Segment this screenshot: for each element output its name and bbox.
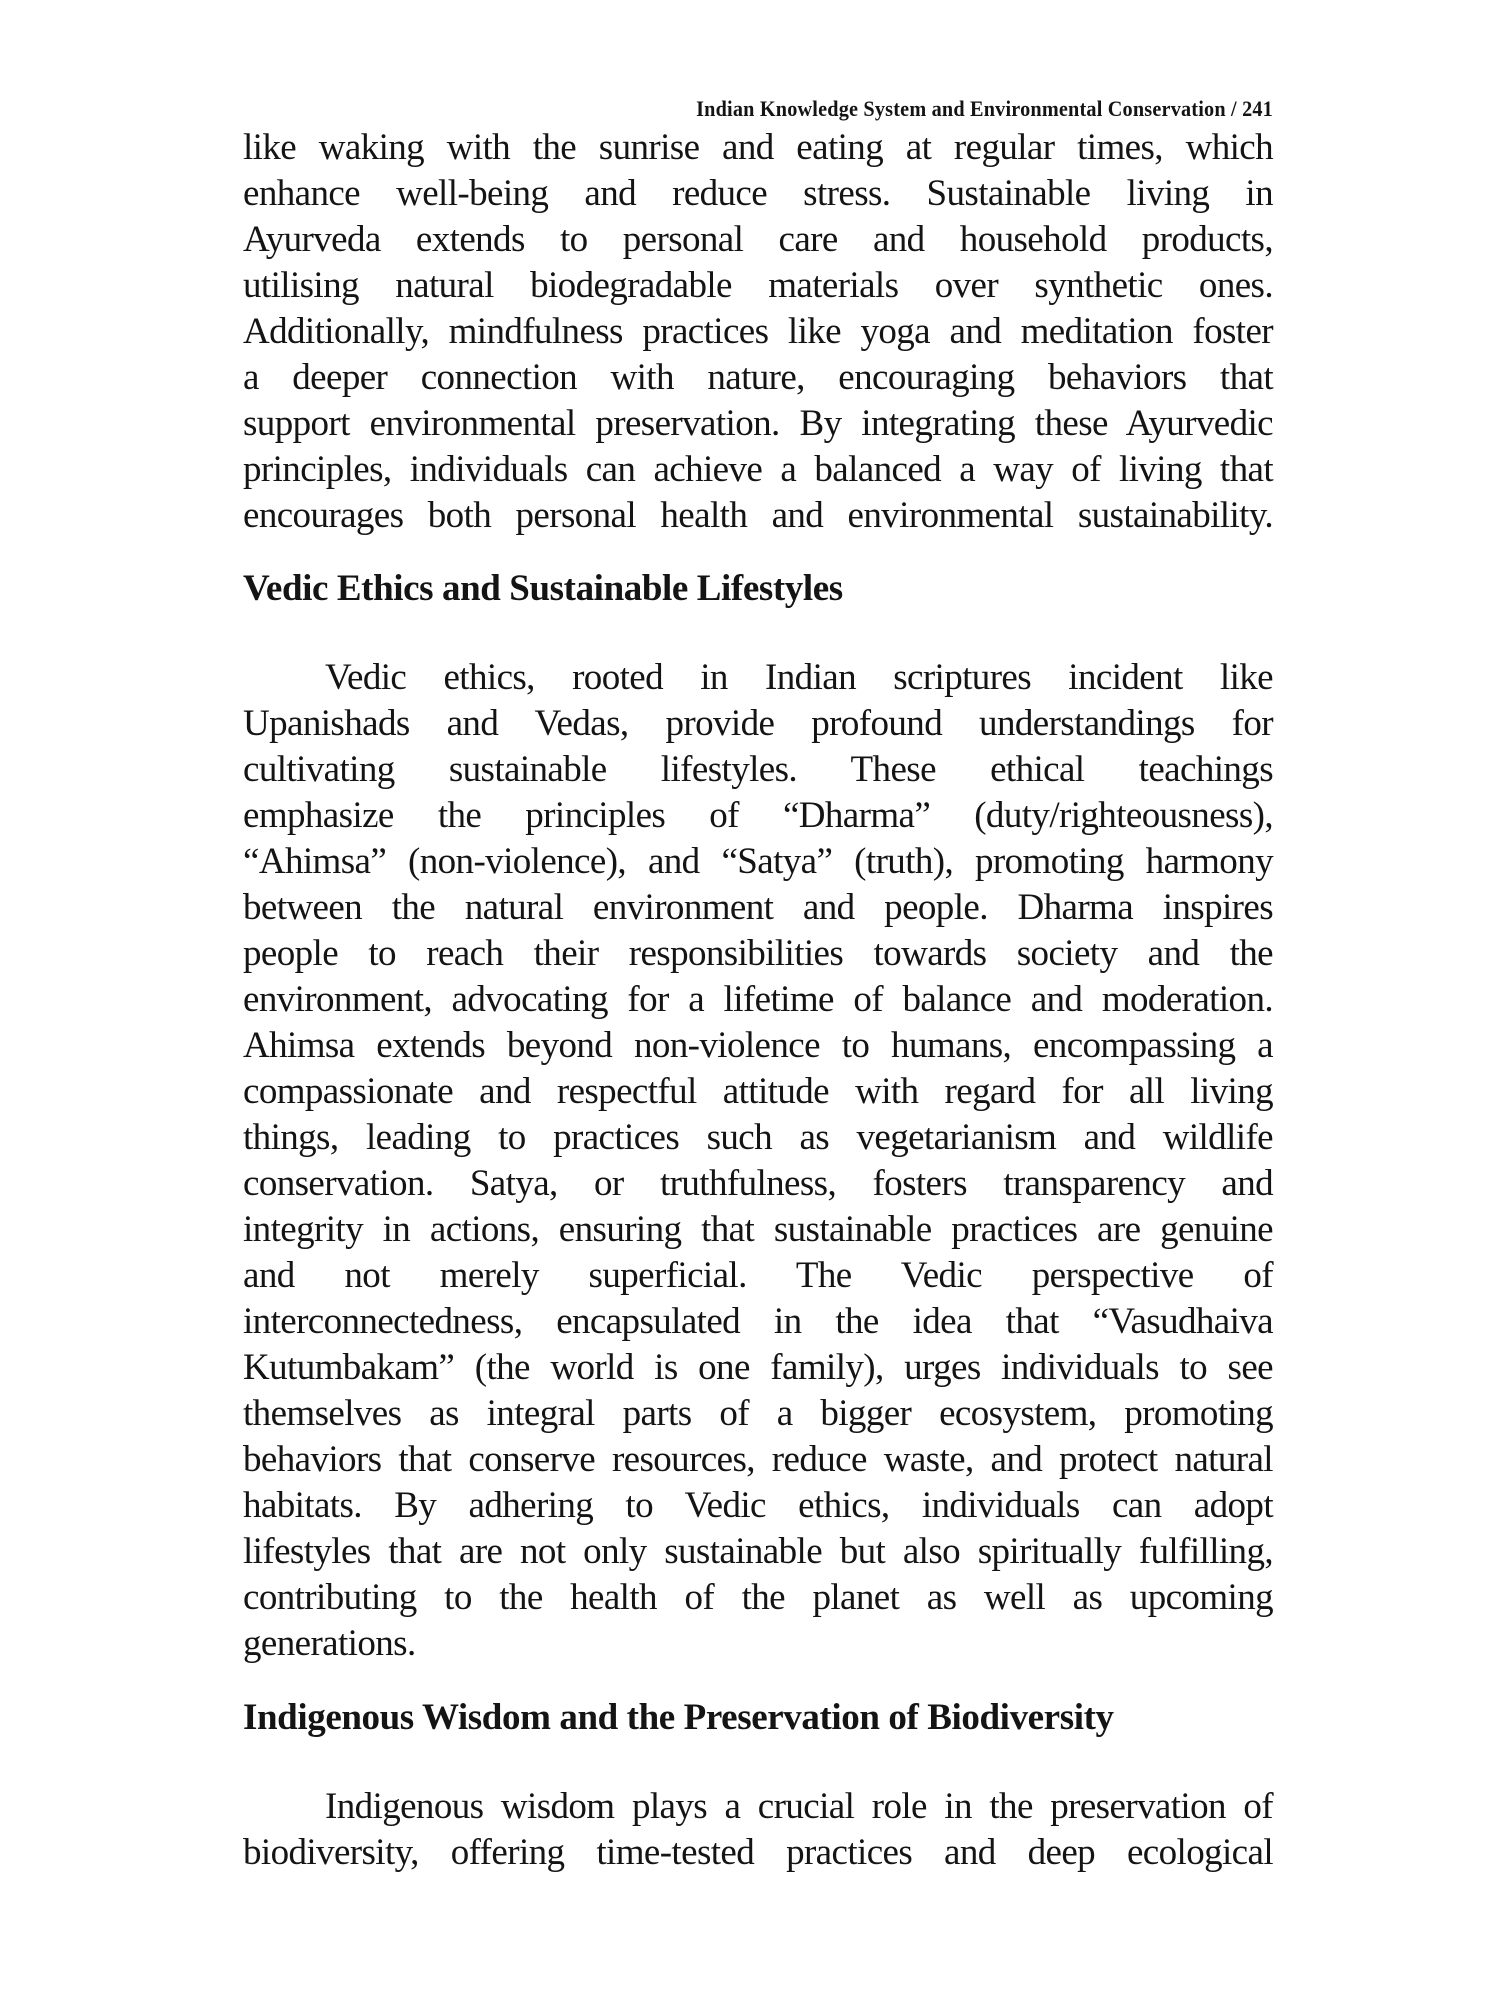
text-line: biodiversity, offering time-tested practices and deep ecological <box>243 1832 1273 1873</box>
text-line: like waking with the sunrise and eating at regular times, which <box>243 127 1273 168</box>
text-line: themselves as integral parts of a bigger ecosystem, promoting <box>243 1393 1273 1434</box>
text-line: interconnectedness, encapsulated in the idea that “Vasudhaiva <box>243 1301 1273 1342</box>
text-line: lifestyles that are not only sustainable but also spiritually fulfilling, <box>243 1531 1273 1572</box>
text-line: Ahimsa extends beyond non-violence to humans, encompassing a <box>243 1025 1273 1066</box>
text-line: principles, individuals can achieve a balanced a way of living that <box>243 449 1273 490</box>
text-line: Upanishads and Vedas, provide profound understandings for <box>243 703 1273 744</box>
text-line: contributing to the health of the planet as well as upcoming <box>243 1577 1273 1618</box>
text-line: people to reach their responsibilities towards society and the <box>243 933 1273 974</box>
text-line: Ayurveda extends to personal care and household products, <box>243 219 1273 260</box>
text-line: behaviors that conserve resources, reduce waste, and protect natural <box>243 1439 1273 1480</box>
text-line: utilising natural biodegradable materials over synthetic ones. <box>243 265 1273 306</box>
section-heading-vedic-ethics: Vedic Ethics and Sustainable Lifestyles <box>243 568 843 609</box>
text-line: emphasize the principles of “Dharma” (duty/righteousness), <box>243 795 1273 836</box>
running-header: Indian Knowledge System and Environmental Conservation / 241 <box>696 96 1273 121</box>
text-line: things, leading to practices such as vegetarianism and wildlife <box>243 1117 1273 1158</box>
text-line: environment, advocating for a lifetime of balance and moderation. <box>243 979 1273 1020</box>
text-line: cultivating sustainable lifestyles. These ethical teachings <box>243 749 1273 790</box>
text-line: a deeper connection with nature, encouraging behaviors that <box>243 357 1273 398</box>
text-line: habitats. By adhering to Vedic ethics, individuals can adopt <box>243 1485 1273 1526</box>
text-line: encourages both personal health and environmental sustainability. <box>243 495 1273 536</box>
text-line: compassionate and respectful attitude with regard for all living <box>243 1071 1273 1112</box>
text-line: conservation. Satya, or truthfulness, fosters transparency and <box>243 1163 1273 1204</box>
text-line: generations. <box>243 1623 416 1664</box>
text-line: between the natural environment and people. Dharma inspires <box>243 887 1273 928</box>
text-line: Indigenous wisdom plays a crucial role in the preservation of <box>325 1786 1273 1827</box>
text-line: Additionally, mindfulness practices like yoga and meditation foster <box>243 311 1273 352</box>
text-line: “Ahimsa” (non-violence), and “Satya” (truth), promoting harmony <box>243 841 1273 882</box>
text-line: Kutumbakam” (the world is one family), urges individuals to see <box>243 1347 1273 1388</box>
text-line: enhance well-being and reduce stress. Sustainable living in <box>243 173 1273 214</box>
section-heading-indigenous-wisdom: Indigenous Wisdom and the Preservation of Biodiversity <box>243 1697 1114 1738</box>
text-line: support environmental preservation. By integrating these Ayurvedic <box>243 403 1273 444</box>
text-line: integrity in actions, ensuring that sustainable practices are genuine <box>243 1209 1273 1250</box>
text-line: Vedic ethics, rooted in Indian scriptures incident like <box>325 657 1273 698</box>
text-line: and not merely superficial. The Vedic perspective of <box>243 1255 1273 1296</box>
